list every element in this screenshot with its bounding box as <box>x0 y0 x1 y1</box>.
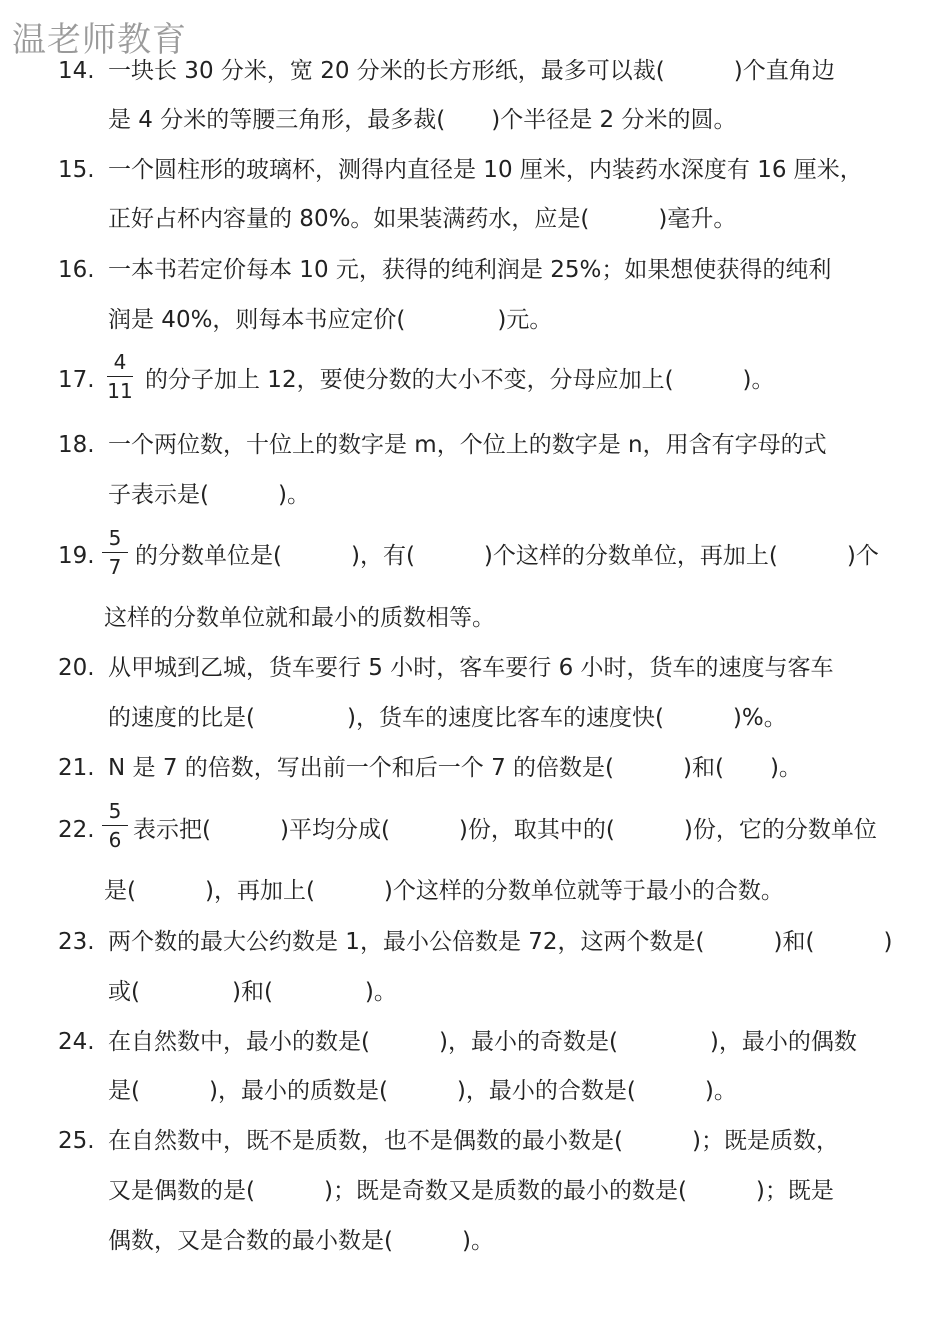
fraction-5-6 <box>100 800 130 851</box>
fraction-denominator: 6 <box>108 828 122 852</box>
question-22-line-2: 是( )，再加上( )个这样的分数单位就等于最小的合数。 <box>104 878 784 904</box>
watermark: 温老师教育 <box>12 20 187 60</box>
question-22-number: 22. <box>58 817 95 843</box>
fraction-denominator: 7 <box>108 555 122 579</box>
question-19-line-2: 这样的分数单位就和最小的质数相等。 <box>104 605 495 631</box>
question-18-line-2: 子表示是( )。 <box>108 482 310 508</box>
question-23-line-2: 或( )和( )。 <box>108 979 397 1005</box>
question-number: 16. <box>58 257 95 283</box>
question-number: 23. <box>58 929 95 955</box>
fraction-5-7 <box>100 527 130 578</box>
question-16-line-2: 润是 40%，则每本书应定价( )元。 <box>108 307 553 333</box>
question-number: 18. <box>58 432 95 458</box>
fraction-bar <box>107 376 133 377</box>
question-number: 15. <box>58 157 95 183</box>
question-19-number: 19. <box>58 543 95 569</box>
question-20-line-2: 的速度的比是( )，货车的速度比客车的速度快( )%。 <box>108 705 787 731</box>
question-14-line-1: 14. 一块长 30 分米，宽 20 分米的长方形纸，最多可以裁( )个直角边 <box>58 58 835 84</box>
question-16-line-1: 16. 一本书若定价每本 10 元，获得的纯利润是 25%；如果想使获得的纯利 <box>58 257 832 283</box>
fraction-4-11 <box>105 351 135 402</box>
question-15-line-2: 正好占杯内容量的 80%。如果装满药水，应是( )毫升。 <box>108 206 737 232</box>
question-24-line-1: 24. 在自然数中，最小的数是( )，最小的奇数是( )，最小的偶数 <box>58 1029 857 1055</box>
question-number: 24. <box>58 1029 95 1055</box>
question-23-line-1: 23. 两个数的最大公约数是 1，最小公倍数是 72，这两个数是( )和( ) <box>58 929 893 955</box>
fraction-numerator: 5 <box>108 799 122 823</box>
question-25-line-2: 又是偶数的是( )；既是奇数又是质数的最小的数是( )；既是 <box>108 1178 834 1204</box>
question-number: 14. <box>58 58 95 84</box>
question-number: 25. <box>58 1128 95 1154</box>
fraction-bar <box>102 825 128 826</box>
fraction-denominator: 11 <box>107 379 133 403</box>
question-17-number: 17. <box>58 367 95 393</box>
question-17-line-1: 的分子加上 12，要使分数的大小不变，分母应加上( )。 <box>145 367 775 393</box>
question-number: 20. <box>58 655 95 681</box>
question-20-line-1: 20. 从甲城到乙城，货车要行 5 小时，客车要行 6 小时，货车的速度与客车 <box>58 655 834 681</box>
question-25-line-3: 偶数，又是合数的最小数是( )。 <box>108 1228 494 1254</box>
question-22-line-1: 表示把( )平均分成( )份，取其中的( )份，它的分数单位 <box>133 817 877 843</box>
question-19-line-1: 的分数单位是( )，有( )个这样的分数单位，再加上( )个 <box>135 543 879 569</box>
question-15-line-1: 15. 一个圆柱形的玻璃杯，测得内直径是 10 厘米，内装药水深度有 16 厘米， <box>58 157 863 183</box>
question-18-line-1: 18. 一个两位数，十位上的数字是 m，个位上的数字是 n，用含有字母的式 <box>58 432 827 458</box>
fraction-numerator: 5 <box>108 526 122 550</box>
fraction-numerator: 4 <box>113 350 127 374</box>
question-24-line-2: 是( )，最小的质数是( )，最小的合数是( )。 <box>108 1078 737 1104</box>
question-number: 21. <box>58 755 95 781</box>
question-25-line-1: 25. 在自然数中，既不是质数，也不是偶数的最小数是( )；既是质数， <box>58 1128 839 1154</box>
fraction-bar <box>102 552 128 553</box>
question-21-line-1: 21. N 是 7 的倍数，写出前一个和后一个 7 的倍数是( )和( )。 <box>58 755 802 781</box>
question-14-line-2: 是 4 分米的等腰三角形，最多裁( )个半径是 2 分米的圆。 <box>108 107 737 133</box>
